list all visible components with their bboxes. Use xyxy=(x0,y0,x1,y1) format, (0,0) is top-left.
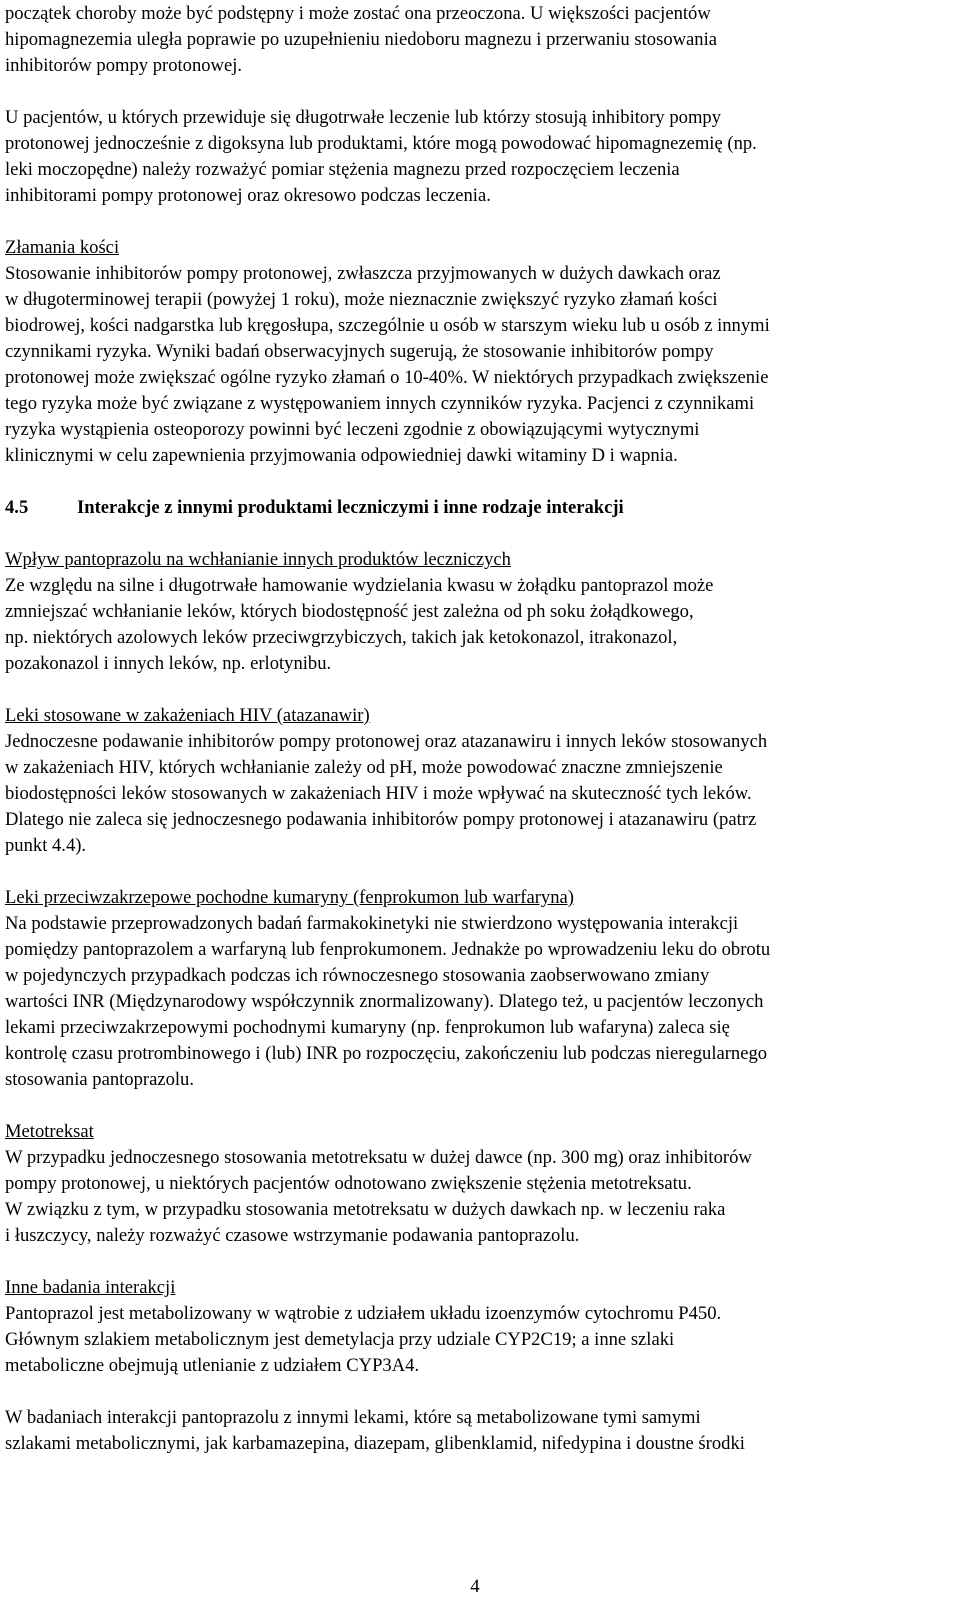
text-line: Pantoprazol jest metabolizowany w wątrobie z udziałem układu izoenzymów cytochromu P450. xyxy=(5,1303,722,1324)
text-line: inhibitorami pompy protonowej oraz okresowo podczas leczenia. xyxy=(5,185,491,206)
text-line: lekami przeciwzakrzepowymi pochodnymi kumaryny (np. fenprokumon lub wafaryna) zaleca się xyxy=(5,1017,730,1038)
text-line: w długoterminowej terapii (powyżej 1 roku), może nieznacznie zwiększyć ryzyko złamań kości xyxy=(5,289,718,310)
text-line: tego ryzyka może być związane z występowaniem innych czynników ryzyka. Pacjenci z czynnikami xyxy=(5,393,755,414)
text-line: U pacjentów, u których przewiduje się długotrwałe leczenie lub którzy stosują inhibitory pompy xyxy=(5,107,722,128)
text-line: W związku z tym, w przypadku stosowania metotreksatu w dużych dawkach np. w leczeniu raka xyxy=(5,1199,726,1220)
text-line: leki moczopędne) należy rozważyć pomiar stężenia magnezu przed rozpoczęciem leczenia xyxy=(5,159,680,180)
subheading-anticoagulants: Leki przeciwzakrzepowe pochodne kumaryny (fenprokumon lub warfaryna) xyxy=(5,887,574,908)
subheading-absorption: Wpływ pantoprazolu na wchłanianie innych produktów leczniczych xyxy=(5,549,511,570)
subheading-methotrexate: Metotreksat xyxy=(5,1121,94,1142)
text-line: w zakażeniach HIV, których wchłanianie zależy od pH, może powodować znaczne zmniejszenie xyxy=(5,757,723,778)
text-line: klinicznymi w celu zapewnienia przyjmowania odpowiedniej dawki witaminy D i wapnia. xyxy=(5,445,678,466)
text-line: np. niektórych azolowych leków przeciwgrzybiczych, takich jak ketokonazol, itrakonazol, xyxy=(5,627,678,648)
text-line: wartości INR (Międzynarodowy współczynnik znormalizowany). Dlatego też, u pacjentów leczonych xyxy=(5,991,764,1012)
text-line: metaboliczne obejmują utlenianie z udziałem CYP3A4. xyxy=(5,1355,420,1376)
text-line: czynnikami ryzyka. Wyniki badań obserwacyjnych sugerują, że stosowanie inhibitorów pompy xyxy=(5,341,714,362)
text-line: szlakami metabolicznymi, jak karbamazepina, diazepam, glibenklamid, nifedypina i doustne środki xyxy=(5,1433,745,1454)
page-number: 4 xyxy=(470,1576,480,1597)
text-line: protonowej jednocześnie z digoksyna lub produktami, które mogą powodować hipomagnezemię (np. xyxy=(5,133,757,154)
subheading-hiv: Leki stosowane w zakażeniach HIV (atazanawir) xyxy=(5,705,370,726)
text-line: kontrolę czasu protrombinowego i (lub) INR po rozpoczęciu, zakończeniu lub podczas nieregularnego xyxy=(5,1043,768,1064)
text-line: biodostępności leków stosowanych w zakażeniach HIV i może wpływać na skuteczność tych leków. xyxy=(5,783,752,804)
text-line: Jednoczesne podawanie inhibitorów pompy protonowej oraz atazanawiru i innych leków stosowanych xyxy=(5,731,768,752)
text-line: pompy protonowej, u niektórych pacjentów odnotowano zwiększenie stężenia metotreksatu. xyxy=(5,1173,692,1194)
text-line: pozakonazol i innych leków, np. erlotynibu. xyxy=(5,653,332,674)
text-line: biodrowej, kości nadgarstka lub kręgosłupa, szczególnie u osób w starszym wieku lub u osób z innymi xyxy=(5,315,770,336)
text-line: Głównym szlakiem metabolicznym jest demetylacja przy udziale CYP2C19; a inne szlaki xyxy=(5,1329,675,1350)
text-line: hipomagnezemia uległa poprawie po uzupełnieniu niedoboru magnezu i przerwaniu stosowania xyxy=(5,29,718,50)
text-line: ryzyka wystąpienia osteoporozy powinni być leczeni zgodnie z obowiązującymi wytycznymi xyxy=(5,419,700,440)
text-line: Stosowanie inhibitorów pompy protonowej, zwłaszcza przyjmowanych w dużych dawkach oraz xyxy=(5,263,721,284)
section-number: 4.5 xyxy=(5,497,29,518)
text-line: zmniejszać wchłanianie leków, których biodostępność jest zależna od ph soku żołądkowego, xyxy=(5,601,694,622)
subheading-fractures: Złamania kości xyxy=(5,237,120,258)
text-line: stosowania pantoprazolu. xyxy=(5,1069,194,1090)
text-line: W przypadku jednoczesnego stosowania metotreksatu w dużej dawce (np. 300 mg) oraz inhibitorów xyxy=(5,1147,752,1168)
text-line: protonowej może zwiększać ogólne ryzyko złamań o 10-40%. W niektórych przypadkach zwiększenie xyxy=(5,367,769,388)
text-line: i łuszczycy, należy rozważyć czasowe wstrzymanie podawania pantoprazolu. xyxy=(5,1225,580,1246)
text-line: Ze względu na silne i długotrwałe hamowanie wydzielania kwasu w żołądku pantoprazol może xyxy=(5,575,714,596)
text-line: Dlatego nie zaleca się jednoczesnego podawania inhibitorów pompy protonowej i atazanawiru (patrz xyxy=(5,809,757,830)
text-line: w pojedynczych przypadkach podczas ich równoczesnego stosowania zaobserwowano zmiany xyxy=(5,965,710,986)
subheading-other-interactions: Inne badania interakcji xyxy=(5,1277,176,1298)
text-line: pomiędzy pantoprazolem a warfaryną lub fenprokumonem. Jednakże po wprowadzeniu leku do obrotu xyxy=(5,939,771,960)
section-title: Interakcje z innymi produktami leczniczymi i inne rodzaje interakcji xyxy=(77,497,624,518)
text-line: W badaniach interakcji pantoprazolu z innymi lekami, które są metabolizowane tymi samymi xyxy=(5,1407,701,1428)
text-line: początek choroby może być podstępny i może zostać ona przeoczona. U większości pacjentów xyxy=(5,3,711,24)
text-line: inhibitorów pompy protonowej. xyxy=(5,55,243,76)
text-line: punkt 4.4). xyxy=(5,835,87,856)
text-line: Na podstawie przeprowadzonych badań farmakokinetyki nie stwierdzono występowania interakcji xyxy=(5,913,739,934)
section-heading xyxy=(5,495,624,521)
